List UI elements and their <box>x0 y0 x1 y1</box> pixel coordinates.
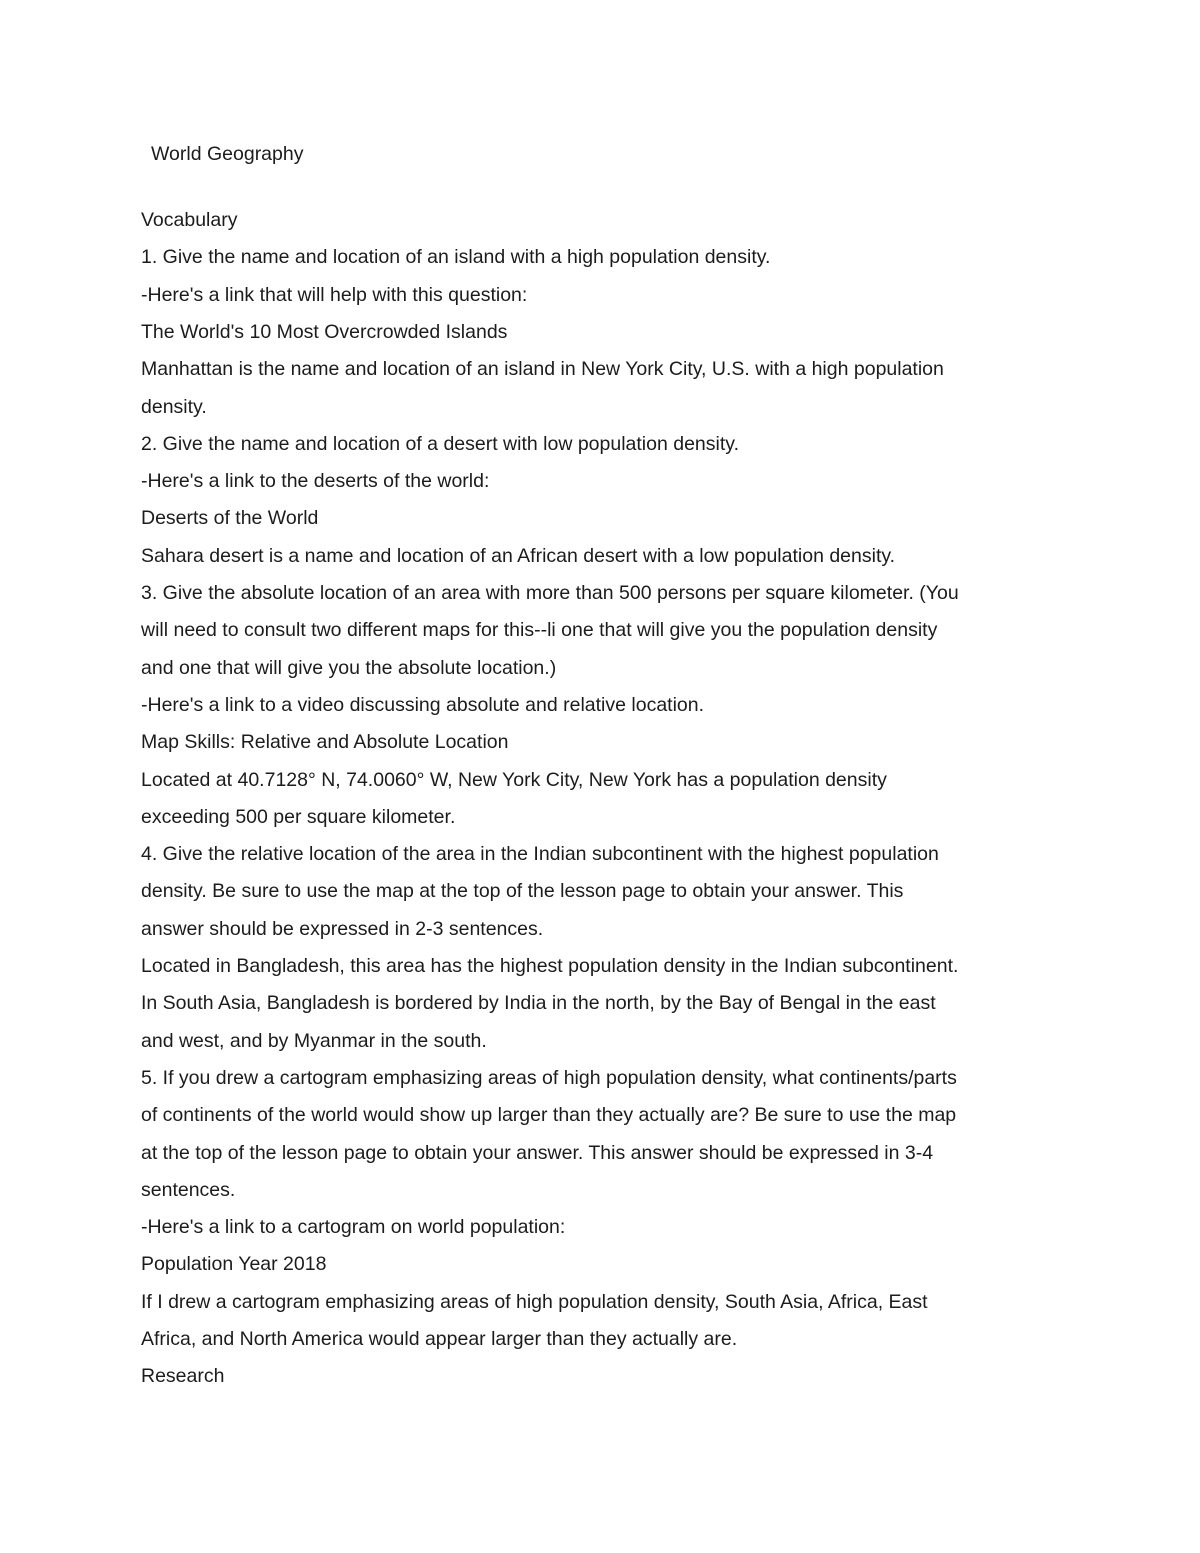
document-line: In South Asia, Bangladesh is bordered by India in the north, by the Bay of Bengal in the east <box>141 992 936 1014</box>
link-overcrowded-islands: The World's 10 Most Overcrowded Islands <box>141 321 508 343</box>
document-line: -Here's a link to the deserts of the world: <box>141 470 490 492</box>
document-line: density. <box>141 396 207 418</box>
document-line: Africa, and North America would appear larger than they actually are. <box>141 1328 738 1350</box>
document-line: and west, and by Myanmar in the south. <box>141 1030 487 1052</box>
document-line: and one that will give you the absolute location.) <box>141 657 557 679</box>
question-2: 2. Give the name and location of a desert with low population density. <box>141 433 739 455</box>
answer-5: If I drew a cartogram emphasizing areas of high population density, South Asia, Africa, East <box>141 1291 928 1313</box>
link-map-skills: Map Skills: Relative and Absolute Location <box>141 731 509 753</box>
question-3: 3. Give the absolute location of an area with more than 500 persons per square kilometer. (You <box>141 582 959 604</box>
question-1: 1. Give the name and location of an island with a high population density. <box>141 246 771 268</box>
link-population-year-2018: Population Year 2018 <box>141 1253 327 1275</box>
question-4: 4. Give the relative location of the area in the Indian subcontinent with the highest population <box>141 843 939 865</box>
answer-1: Manhattan is the name and location of an island in New York City, U.S. with a high population <box>141 358 944 380</box>
document-line: at the top of the lesson page to obtain your answer. This answer should be expressed in 3-4 <box>141 1142 934 1164</box>
section-heading-research: Research <box>141 1365 225 1387</box>
answer-4: Located in Bangladesh, this area has the highest population density in the Indian subcontinent. <box>141 955 959 977</box>
document-line: answer should be expressed in 2-3 sentences. <box>141 918 544 940</box>
answer-2: Sahara desert is a name and location of an African desert with a low population density. <box>141 545 896 567</box>
document-line: sentences. <box>141 1179 236 1201</box>
question-5: 5. If you drew a cartogram emphasizing areas of high population density, what continents/parts <box>141 1067 957 1089</box>
document-line: density. Be sure to use the map at the top of the lesson page to obtain your answer. This <box>141 880 904 902</box>
section-heading-vocabulary: Vocabulary <box>141 209 238 231</box>
document-line: -Here's a link to a cartogram on world population: <box>141 1216 566 1238</box>
document-line: exceeding 500 per square kilometer. <box>141 806 456 828</box>
document-title: World Geography <box>151 143 304 165</box>
answer-3: Located at 40.7128° N, 74.0060° W, New York City, New York has a population density <box>141 769 887 791</box>
document-line: will need to consult two different maps for this--li one that will give you the population density <box>141 619 938 641</box>
link-deserts-of-the-world: Deserts of the World <box>141 507 319 529</box>
document-line: of continents of the world would show up larger than they actually are? Be sure to use the map <box>141 1104 957 1126</box>
document-line: -Here's a link that will help with this question: <box>141 284 528 306</box>
document-line: -Here's a link to a video discussing absolute and relative location. <box>141 694 705 716</box>
